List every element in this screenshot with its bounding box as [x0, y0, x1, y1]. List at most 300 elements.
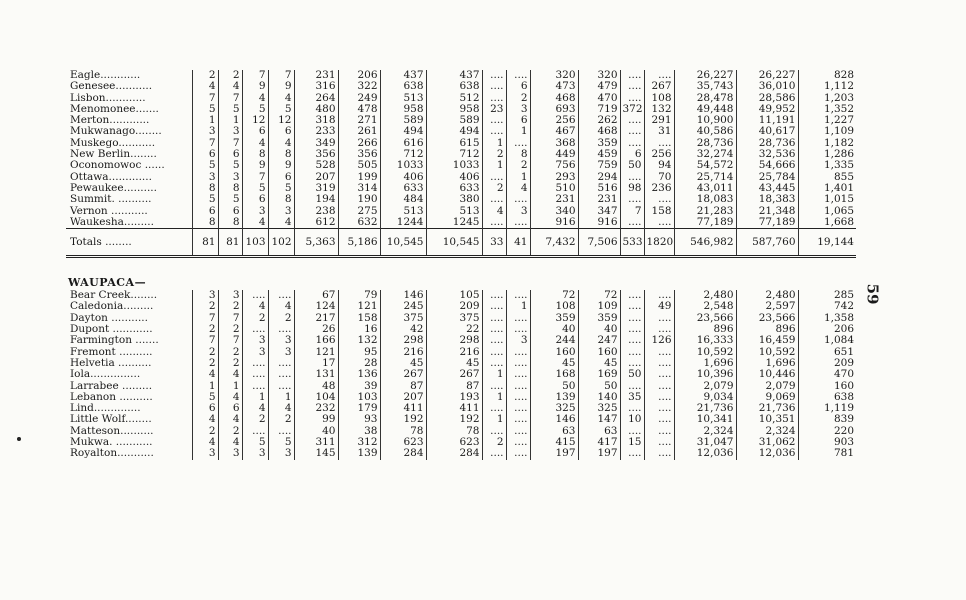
totals-row: [66, 229, 856, 257]
table-cell: 8: [192, 183, 218, 194]
table-cell: 651: [798, 347, 856, 358]
table-cell: ....: [242, 324, 268, 335]
table-cell: 45: [530, 358, 578, 369]
table-cell: 479: [578, 81, 620, 92]
table-cell: 262: [578, 115, 620, 126]
table-cell: 3: [268, 206, 294, 217]
table-cell: 179: [338, 403, 380, 414]
table-cell: 5: [192, 392, 218, 403]
table-cell: 356: [294, 149, 338, 160]
table-cell: 437: [380, 70, 426, 81]
table-cell: 1245: [426, 217, 482, 229]
table-cell: ....: [644, 369, 674, 380]
table-row: [66, 392, 856, 403]
table-cell: ....: [644, 426, 674, 437]
row-label: Ottawa.............: [70, 171, 152, 183]
row-label: Bear Creek........: [70, 290, 158, 302]
table-cell: 16,333: [674, 335, 736, 346]
table-row: [66, 194, 856, 205]
table-row: [66, 138, 856, 149]
table-cell: 4: [242, 403, 268, 414]
table-cell: ....: [482, 172, 506, 183]
table-cell: 6: [242, 126, 268, 137]
row-label: New Berlin........: [70, 149, 157, 161]
table-cell: 5: [218, 194, 242, 205]
statistics-table: [66, 70, 856, 460]
table-cell: 15: [620, 437, 644, 448]
table-cell: 209: [798, 358, 856, 369]
table-cell: 5: [268, 437, 294, 448]
table-cell: 7,506: [578, 229, 620, 257]
table-cell: 9: [268, 160, 294, 171]
table-cell: 192: [380, 414, 426, 425]
table-cell: 63: [530, 426, 578, 437]
table-cell: 1: [482, 369, 506, 380]
table-row: [66, 426, 856, 437]
table-cell: 478: [338, 104, 380, 115]
table-cell: 533: [620, 229, 644, 257]
table-cell: 318: [294, 115, 338, 126]
table-cell: 26: [294, 324, 338, 335]
table-cell: 6: [192, 149, 218, 160]
table-cell: ....: [242, 369, 268, 380]
table-cell: 480: [294, 104, 338, 115]
table-cell: 139: [338, 448, 380, 459]
table-cell: 1,668: [798, 217, 856, 229]
table-cell: 1: [482, 160, 506, 171]
table-cell: ....: [268, 358, 294, 369]
table-cell: 3: [268, 448, 294, 459]
table-cell: 42: [380, 324, 426, 335]
table-cell: 2: [218, 301, 242, 312]
table-cell: 3: [192, 290, 218, 301]
table-row: [66, 414, 856, 425]
table-cell: 916: [578, 217, 620, 229]
table-cell: 712: [380, 149, 426, 160]
table-cell: 528: [294, 160, 338, 171]
table-cell: 293: [530, 172, 578, 183]
table-cell: 232: [294, 403, 338, 414]
table-cell: 102: [268, 229, 294, 257]
table-cell: 209: [426, 301, 482, 312]
table-cell: 10,396: [674, 369, 736, 380]
table-cell: 8: [506, 149, 530, 160]
table-cell: 1: [506, 172, 530, 183]
table-cell: 4: [268, 217, 294, 229]
table-cell: ....: [620, 194, 644, 205]
table-cell: 1,203: [798, 93, 856, 104]
table-cell: ....: [506, 392, 530, 403]
table-cell: 896: [674, 324, 736, 335]
table-cell: 193: [426, 392, 482, 403]
table-cell: 271: [338, 115, 380, 126]
table-cell: 10,545: [426, 229, 482, 257]
table-cell: 459: [578, 149, 620, 160]
table-cell: 16: [338, 324, 380, 335]
table-cell: 220: [798, 426, 856, 437]
table-cell: 2: [192, 301, 218, 312]
row-label: Waukesha.........: [70, 216, 154, 228]
row-label: Muskego...........: [70, 137, 156, 149]
row-label: Totals ........: [66, 229, 192, 257]
table-cell: 267: [380, 369, 426, 380]
table-cell: 468: [578, 126, 620, 137]
row-label: Dupont ............: [70, 324, 153, 336]
table-cell: ....: [620, 126, 644, 137]
table-cell: 285: [798, 290, 856, 301]
table-cell: 759: [578, 160, 620, 171]
table-cell: 6: [620, 149, 644, 160]
table-cell: 1: [242, 392, 268, 403]
table-cell: 2: [482, 183, 506, 194]
table-cell: 8: [242, 149, 268, 160]
table-cell: 28,736: [674, 138, 736, 149]
table-cell: 8: [192, 217, 218, 229]
table-cell: 121: [294, 347, 338, 358]
table-cell: 39: [338, 381, 380, 392]
table-cell: 54,572: [674, 160, 736, 171]
table-cell: ....: [644, 403, 674, 414]
table-cell: 291: [644, 115, 674, 126]
row-label: Summit. ..........: [70, 194, 152, 206]
table-cell: ....: [644, 290, 674, 301]
table-row: [66, 115, 856, 126]
table-cell: 1,352: [798, 104, 856, 115]
table-row: [66, 81, 856, 92]
table-cell: ....: [620, 290, 644, 301]
table-row: [66, 358, 856, 369]
table-cell: ....: [644, 347, 674, 358]
table-cell: 87: [426, 381, 482, 392]
table-cell: 616: [380, 138, 426, 149]
table-cell: 633: [380, 183, 426, 194]
table-cell: 32,274: [674, 149, 736, 160]
table-cell: 340: [530, 206, 578, 217]
table-cell: 1: [506, 126, 530, 137]
table-row: [66, 290, 856, 301]
table-cell: 5: [218, 160, 242, 171]
table-cell: 1: [482, 138, 506, 149]
table-cell: 249: [338, 93, 380, 104]
table-cell: 4: [268, 301, 294, 312]
table-cell: 4: [242, 93, 268, 104]
table-cell: 40: [530, 324, 578, 335]
table-cell: 1,119: [798, 403, 856, 414]
table-cell: 108: [644, 93, 674, 104]
table-cell: 256: [644, 149, 674, 160]
table-cell: 311: [294, 437, 338, 448]
table-cell: 1: [192, 381, 218, 392]
table-cell: 94: [644, 160, 674, 171]
table-cell: 2,079: [736, 381, 798, 392]
table-row: [66, 126, 856, 137]
table-cell: 104: [294, 392, 338, 403]
table-cell: 3: [218, 448, 242, 459]
table-cell: 347: [578, 206, 620, 217]
table-cell: 197: [530, 448, 578, 459]
table-cell: ....: [506, 347, 530, 358]
table-cell: 320: [530, 70, 578, 81]
table-cell: 264: [294, 93, 338, 104]
table-cell: 158: [338, 313, 380, 324]
table-cell: 6: [268, 126, 294, 137]
table-cell: 36,010: [736, 81, 798, 92]
table-row: [66, 448, 856, 459]
table-cell: 473: [530, 81, 578, 92]
table-cell: 325: [530, 403, 578, 414]
table-cell: 32,536: [736, 149, 798, 160]
table-cell: 9: [268, 81, 294, 92]
table-cell: 1: [218, 115, 242, 126]
table-cell: 356: [338, 149, 380, 160]
table-row: [66, 335, 856, 346]
table-cell: 319: [294, 183, 338, 194]
table-cell: 10,900: [674, 115, 736, 126]
table-cell: 2: [192, 347, 218, 358]
table-cell: 40: [578, 324, 620, 335]
table-cell: 5: [268, 183, 294, 194]
table-cell: 322: [338, 81, 380, 92]
table-cell: 2: [192, 426, 218, 437]
table-cell: ....: [506, 313, 530, 324]
table-cell: 121: [338, 301, 380, 312]
table-cell: 828: [798, 70, 856, 81]
table-cell: 217: [294, 313, 338, 324]
table-cell: 2,548: [674, 301, 736, 312]
table-cell: 21,348: [736, 206, 798, 217]
table-row: [66, 104, 856, 115]
table-cell: 31: [644, 126, 674, 137]
table-cell: 298: [426, 335, 482, 346]
table-cell: ....: [506, 403, 530, 414]
table-cell: 6: [506, 81, 530, 92]
table-cell: ....: [482, 81, 506, 92]
table-cell: 3: [242, 206, 268, 217]
table-row: [66, 403, 856, 414]
table-cell: ....: [482, 126, 506, 137]
table-cell: ....: [482, 115, 506, 126]
table-cell: 87: [380, 381, 426, 392]
table-cell: 505: [338, 160, 380, 171]
table-cell: 10,592: [674, 347, 736, 358]
table-cell: 1033: [380, 160, 426, 171]
table-cell: 406: [426, 172, 482, 183]
table-cell: 415: [530, 437, 578, 448]
table-cell: 470: [798, 369, 856, 380]
table-cell: 12,036: [736, 448, 798, 459]
table-cell: 1: [482, 392, 506, 403]
table-cell: ....: [620, 358, 644, 369]
table-cell: 494: [426, 126, 482, 137]
table-cell: 855: [798, 172, 856, 183]
table-cell: 49,448: [674, 104, 736, 115]
table-cell: 958: [426, 104, 482, 115]
table-cell: 17: [294, 358, 338, 369]
table-cell: 638: [380, 81, 426, 92]
table-cell: ....: [506, 290, 530, 301]
table-cell: 132: [644, 104, 674, 115]
table-cell: 406: [380, 172, 426, 183]
table-cell: 238: [294, 206, 338, 217]
table-cell: 78: [426, 426, 482, 437]
table-cell: ....: [482, 448, 506, 459]
row-label: Royalton...........: [70, 448, 154, 460]
table-cell: 612: [294, 217, 338, 229]
table-cell: 2: [482, 437, 506, 448]
table-cell: 467: [530, 126, 578, 137]
table-cell: 147: [578, 414, 620, 425]
table-cell: ....: [620, 426, 644, 437]
row-label: Iola...............: [70, 369, 141, 381]
table-cell: ....: [620, 448, 644, 459]
table-cell: ....: [506, 194, 530, 205]
table-cell: 359: [530, 313, 578, 324]
table-cell: 1,015: [798, 194, 856, 205]
table-cell: ....: [644, 313, 674, 324]
table-cell: 589: [380, 115, 426, 126]
table-cell: 2,324: [736, 426, 798, 437]
margin-mark: [17, 437, 21, 441]
table-cell: 3: [242, 347, 268, 358]
table-cell: ....: [644, 448, 674, 459]
table-cell: ....: [506, 437, 530, 448]
table-cell: 3: [268, 347, 294, 358]
table-cell: 368: [530, 138, 578, 149]
table-cell: 10,446: [736, 369, 798, 380]
table-cell: 40: [294, 426, 338, 437]
table-row: [66, 324, 856, 335]
table-cell: 494: [380, 126, 426, 137]
table-cell: ....: [620, 217, 644, 229]
table-cell: 4: [218, 369, 242, 380]
table-cell: ....: [644, 324, 674, 335]
table-cell: 1: [506, 301, 530, 312]
table-row: [66, 160, 856, 171]
table-cell: ....: [506, 369, 530, 380]
table-cell: 5,186: [338, 229, 380, 257]
table-cell: 756: [530, 160, 578, 171]
table-cell: 1: [218, 381, 242, 392]
table-cell: ....: [482, 347, 506, 358]
table-cell: ....: [644, 138, 674, 149]
table-cell: 132: [338, 335, 380, 346]
table-cell: 916: [530, 217, 578, 229]
table-cell: 2,480: [674, 290, 736, 301]
table-cell: 470: [578, 93, 620, 104]
table-cell: 194: [294, 194, 338, 205]
table-cell: 261: [338, 126, 380, 137]
table-cell: ....: [620, 81, 644, 92]
table-cell: ....: [482, 358, 506, 369]
table-cell: 284: [380, 448, 426, 459]
row-label: Merton............: [70, 115, 150, 127]
table-cell: 349: [294, 138, 338, 149]
table-cell: ....: [506, 448, 530, 459]
row-label: Mukwanago........: [70, 126, 162, 138]
table-cell: 3: [192, 126, 218, 137]
table-cell: 109: [578, 301, 620, 312]
table-cell: 136: [338, 369, 380, 380]
table-cell: ....: [644, 392, 674, 403]
table-cell: 4: [192, 414, 218, 425]
table-cell: 93: [338, 414, 380, 425]
table-cell: 615: [426, 138, 482, 149]
table-cell: 4: [218, 414, 242, 425]
table-cell: 192: [426, 414, 482, 425]
table-cell: 49: [644, 301, 674, 312]
table-cell: ....: [482, 217, 506, 229]
table-cell: 245: [380, 301, 426, 312]
table-cell: ....: [620, 93, 644, 104]
table-cell: 8: [268, 149, 294, 160]
table-cell: 23,566: [736, 313, 798, 324]
table-cell: 95: [338, 347, 380, 358]
table-cell: ....: [482, 313, 506, 324]
table-cell: 35,743: [674, 81, 736, 92]
table-cell: 103: [338, 392, 380, 403]
table-cell: 4: [218, 392, 242, 403]
table-cell: 1,696: [674, 358, 736, 369]
table-cell: ....: [620, 313, 644, 324]
table-cell: 158: [644, 206, 674, 217]
table-cell: 50: [530, 381, 578, 392]
table-cell: ....: [506, 70, 530, 81]
table-cell: 38: [338, 426, 380, 437]
table-cell: ....: [644, 437, 674, 448]
table-cell: 742: [798, 301, 856, 312]
table-cell: 33: [482, 229, 506, 257]
table-cell: 1,109: [798, 126, 856, 137]
table-cell: 6: [218, 206, 242, 217]
table-cell: 417: [578, 437, 620, 448]
table-cell: 43,445: [736, 183, 798, 194]
table-cell: 10,351: [736, 414, 798, 425]
table-cell: 67: [294, 290, 338, 301]
table-cell: 231: [294, 70, 338, 81]
table-cell: 903: [798, 437, 856, 448]
table-cell: 320: [578, 70, 620, 81]
table-row: [66, 206, 856, 217]
table-cell: ....: [644, 358, 674, 369]
table-cell: ....: [482, 301, 506, 312]
table-cell: 6: [192, 206, 218, 217]
table-cell: 1,335: [798, 160, 856, 171]
table-cell: ....: [620, 324, 644, 335]
table-cell: 1820: [644, 229, 674, 257]
table-cell: ....: [242, 290, 268, 301]
table-cell: 359: [578, 138, 620, 149]
table-row: [66, 172, 856, 183]
table-cell: 4: [242, 301, 268, 312]
table-cell: 4: [218, 437, 242, 448]
table-cell: 8: [218, 183, 242, 194]
table-cell: 546,982: [674, 229, 736, 257]
table-cell: 638: [426, 81, 482, 92]
table-cell: 28,478: [674, 93, 736, 104]
table-cell: 411: [380, 403, 426, 414]
table-cell: ....: [620, 172, 644, 183]
table-cell: 316: [294, 81, 338, 92]
table-cell: 50: [620, 369, 644, 380]
table-cell: 3: [218, 172, 242, 183]
table-cell: 5: [192, 160, 218, 171]
table-cell: 3: [506, 104, 530, 115]
row-label: Farmington .......: [70, 335, 159, 347]
table-cell: 3: [218, 290, 242, 301]
row-label: Lisbon............: [70, 92, 146, 104]
table-cell: 25,784: [736, 172, 798, 183]
row-label: Oconomowoc ......: [70, 160, 165, 172]
